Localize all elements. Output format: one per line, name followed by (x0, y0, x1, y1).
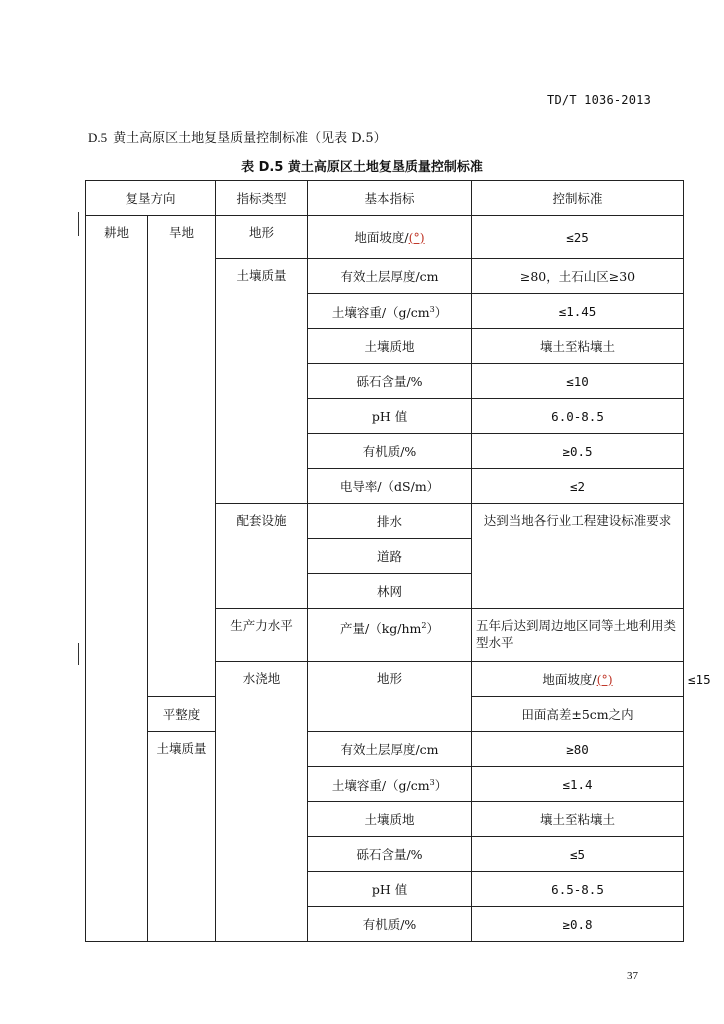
category-cell: 土壤质量 (216, 259, 308, 504)
indicator-label: 产量/（kg/hm (340, 621, 422, 637)
indicator-close: ） (426, 621, 440, 637)
standard-cell: ≥0.8 (472, 907, 684, 942)
page-number: 37 (627, 970, 638, 982)
revision-mark (78, 212, 79, 236)
indicator-sup: 2 (421, 621, 427, 630)
header-category: 指标类型 (216, 181, 308, 216)
standard-cell: ≤10 (472, 364, 684, 399)
indicator-sup: 3 (429, 777, 435, 787)
indicator-cell: 土壤质地 (308, 802, 472, 837)
table-caption: 表 D.5 黄土高原区土地复垦质量控制标准 (241, 160, 483, 175)
standard-cell: ≤1.45 (472, 294, 684, 329)
standard-cell: 6.5-8.5 (472, 872, 684, 907)
indicator-cell: 土壤质地 (308, 329, 472, 364)
indicator-cell: 林网 (308, 574, 472, 609)
indicator-cell (308, 609, 472, 662)
standard-cell: ≤2 (472, 469, 684, 504)
indicator-cell: 有机质/% (308, 907, 472, 942)
indicator-close: ） (434, 778, 448, 794)
quality-control-table (85, 180, 711, 942)
indicator-cell: pH 值 (308, 872, 472, 907)
dry-land-cell: 旱地 (148, 216, 216, 697)
indicator-label: 土壤容重/（g/cm (331, 305, 430, 321)
category-cell: 地形 (216, 216, 308, 259)
table-row (86, 732, 684, 767)
category-cell: 土壤质量 (148, 732, 216, 942)
document-code: TD/T 1036-2013 (547, 93, 651, 107)
indicator-cell: 有效土层厚度/cm (308, 732, 472, 767)
standard-cell: 壤土至粘壤土 (472, 329, 684, 364)
indicator-cell: 平整度 (148, 697, 216, 732)
indicator-sup: 3 (429, 304, 435, 314)
indicator-cell (308, 216, 472, 259)
category-cell: 配套设施 (216, 504, 308, 609)
indicator-label: 地面坡度/ (354, 229, 409, 245)
table-header-row (86, 181, 684, 216)
standard-cell: 6.0-8.5 (472, 399, 684, 434)
standard-cell: 达到当地各行业工程建设标准要求 (472, 504, 684, 609)
indicator-cell: 道路 (308, 539, 472, 574)
category-cell: 生产力水平 (216, 609, 308, 662)
indicator-cell (308, 294, 472, 329)
table-row: 水浇地 地形 地面坡度/(°) ≤15 (86, 662, 684, 697)
standard-cell: ≤1.4 (472, 767, 684, 802)
indicator-close: ） (434, 305, 448, 321)
standard-cell: 五年后达到周边地区同等土地利用类型水平 (472, 609, 684, 662)
indicator-cell (472, 662, 684, 697)
section-title-text: 黄土高原区土地复垦质量控制标准（见表 D.5） (113, 131, 387, 146)
indicator-cell: 排水 (308, 504, 472, 539)
indicator-label: 土壤容重/（g/cm (331, 778, 430, 794)
indicator-unit: (°) (408, 229, 425, 245)
standard-cell: ≤25 (472, 216, 684, 259)
table-row (86, 216, 684, 259)
indicator-unit: (°) (596, 671, 613, 687)
indicator-cell: 有效土层厚度/cm (308, 259, 472, 294)
header-standard: 控制标准 (472, 181, 684, 216)
indicator-label: 地面坡度/ (542, 671, 597, 687)
revision-mark (78, 643, 79, 665)
standard-cell: ≥80，土石山区≥30 (472, 259, 684, 294)
irrigated-land-cell: 水浇地 (216, 662, 308, 942)
indicator-cell: 砾石含量/% (308, 364, 472, 399)
indicator-cell: 有机质/% (308, 434, 472, 469)
standard-cell: ≤5 (472, 837, 684, 872)
standard-cell: ≥80 (472, 732, 684, 767)
standard-cell: 壤土至粘壤土 (472, 802, 684, 837)
indicator-cell (308, 767, 472, 802)
indicator-cell: 电导率/（dS/m） (308, 469, 472, 504)
header-direction: 复垦方向 (86, 181, 216, 216)
indicator-cell: pH 值 (308, 399, 472, 434)
category-cell: 地形 (308, 662, 472, 732)
standard-cell: 田面高差±5cm之内 (472, 697, 684, 732)
land-use-cell: 耕地 (86, 216, 148, 942)
standard-cell: ≥0.5 (472, 434, 684, 469)
header-indicator: 基本指标 (308, 181, 472, 216)
section-number: D.5 (88, 130, 108, 145)
indicator-cell: 砾石含量/% (308, 837, 472, 872)
section-title (88, 127, 387, 146)
